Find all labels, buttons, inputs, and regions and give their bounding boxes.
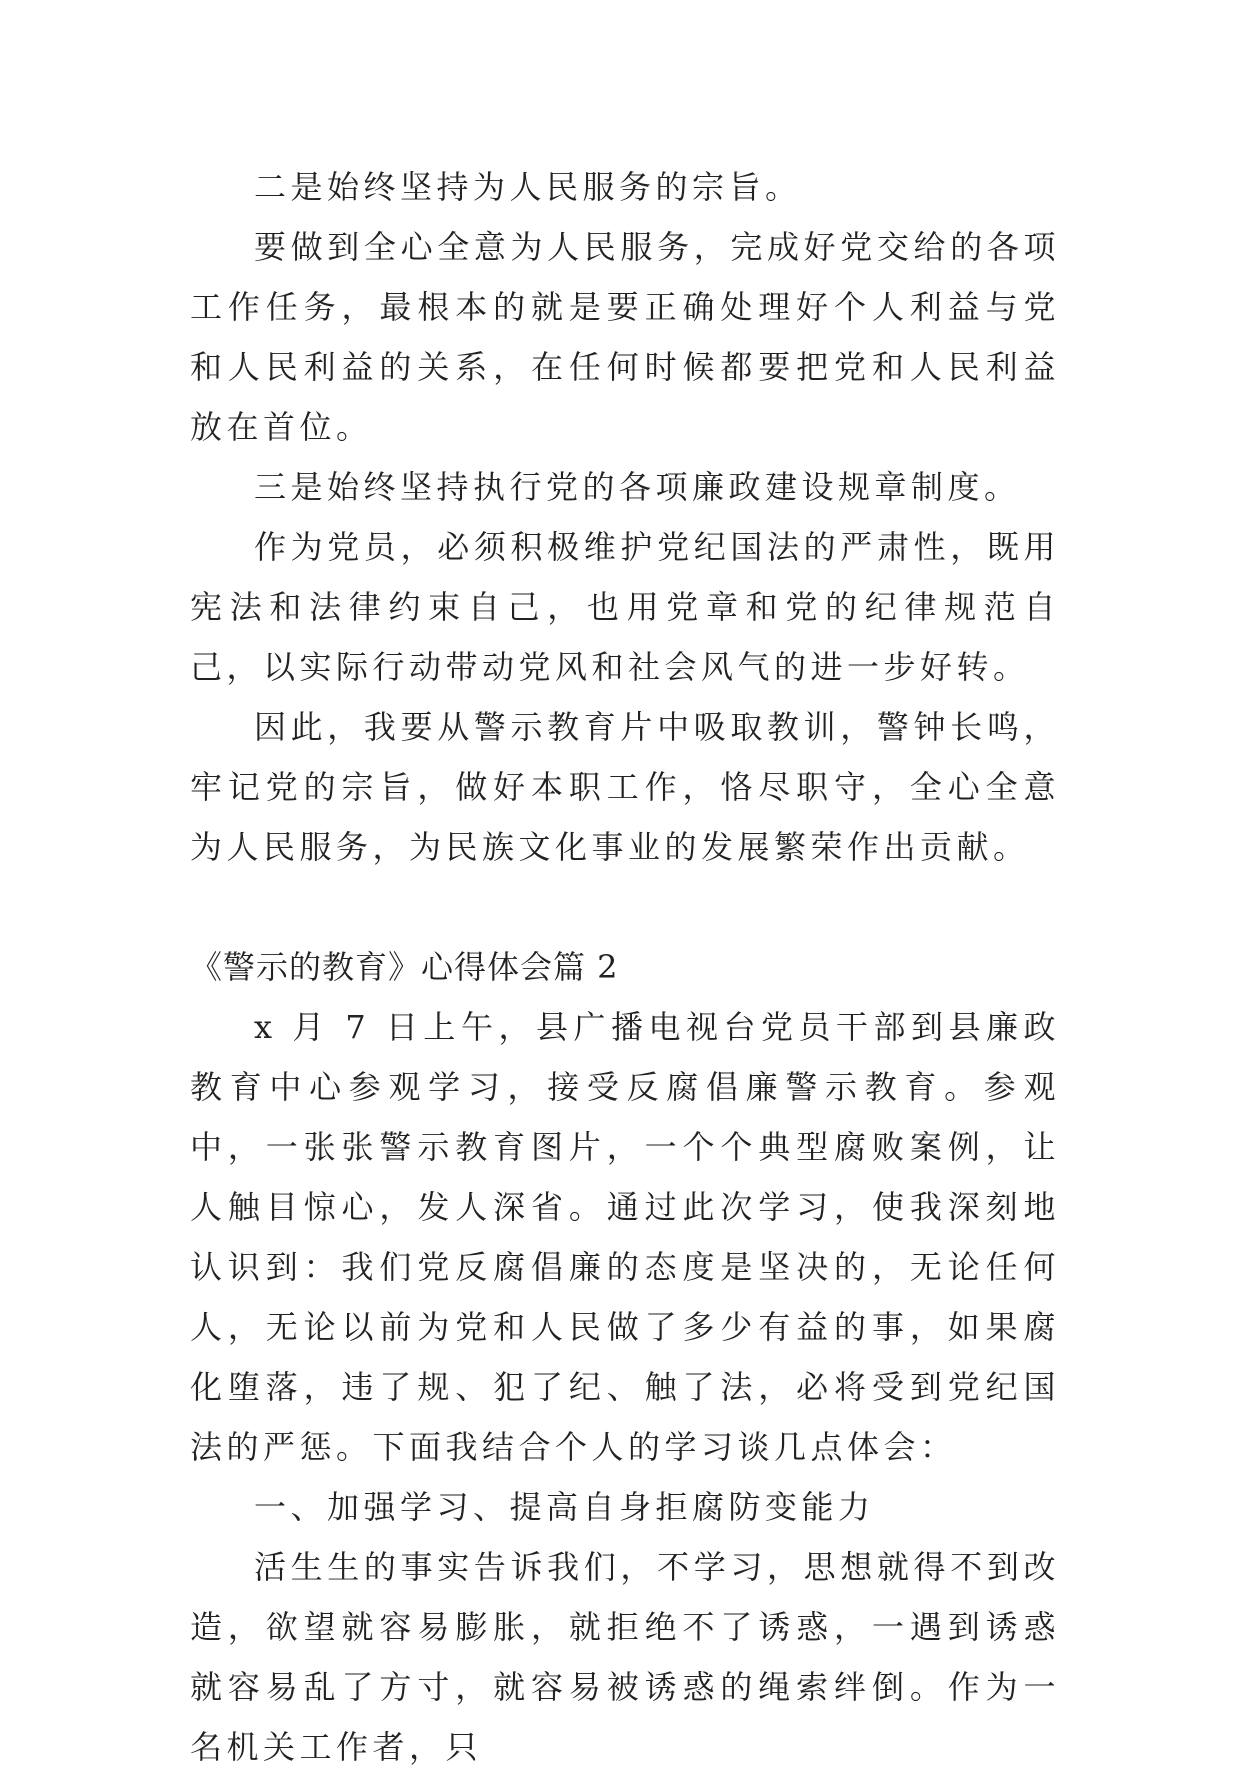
paragraph: 要做到全心全意为人民服务，完成好党交给的各项工作任务，最根本的就是要正确处理好个人利益与党和人民利益的关系，在任何时候都要把党和人民利益放在首位。 xyxy=(190,228,1060,446)
paragraph: 作为党员，必须积极维护党纪国法的严肃性，既用宪法和法律约束自己，也用党章和党的纪律规范自己，以实际行动带动党风和社会风气的进一步好转。 xyxy=(190,528,1060,686)
paragraph: 二是始终坚持为人民服务的宗旨。 xyxy=(254,168,802,206)
paragraph: 一、加强学习、提高自身拒腐防变能力 xyxy=(254,1488,875,1526)
paragraph: x 月 7 日上午，县广播电视台党员干部到县廉政教育中心参观学习，接受反腐倡廉警示教育。参观中，一张张警示教育图片，一个个典型腐败案例，让人触目惊心，发人深省。通过此次学习，使我深刻地认识到：我们党反腐倡廉的态度是坚决的，无论任何人，无论以前为党和人民做了多少有益的事，如果腐化堕落，违了规、犯了纪、触了法，必将受到党纪国法的严惩。下面我结合个人的学习谈几点体会： xyxy=(190,1008,1060,1466)
section-heading: 《警示的教育》心得体会篇 2 xyxy=(190,948,619,986)
document-body xyxy=(190,157,1060,1777)
paragraph: 活生生的事实告诉我们，不学习，思想就得不到改造，欲望就容易膨胀，就拒绝不了诱惑，一遇到诱惑就容易乱了方寸，就容易被诱惑的绳索绊倒。作为一名机关工作者，只 xyxy=(190,1548,1060,1766)
paragraph: 三是始终坚持执行党的各项廉政建设规章制度。 xyxy=(254,468,1021,506)
paragraph: 因此，我要从警示教育片中吸取教训，警钟长鸣，牢记党的宗旨，做好本职工作，恪尽职守，全心全意为人民服务，为民族文化事业的发展繁荣作出贡献。 xyxy=(190,708,1060,866)
